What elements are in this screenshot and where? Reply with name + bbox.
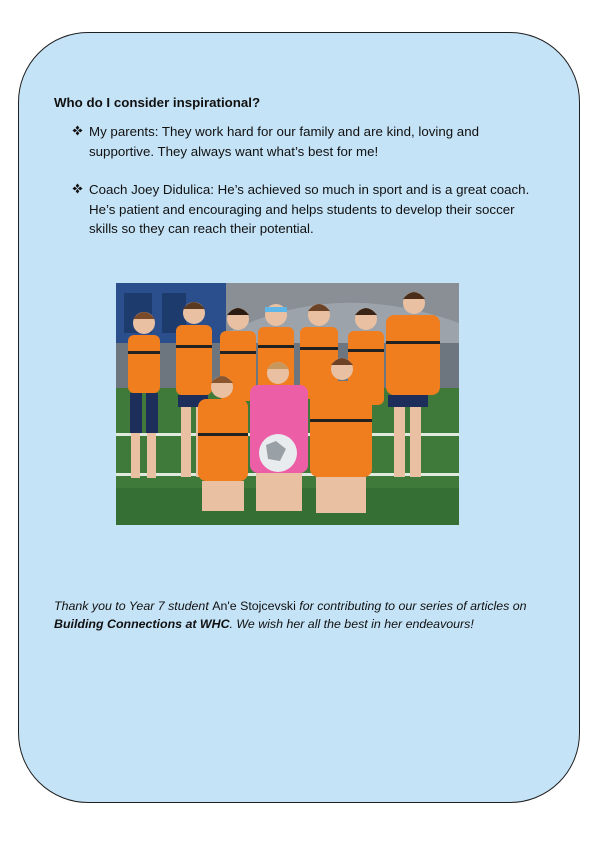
thanks-text-3: . We wish her all the best in her endeavours! (229, 616, 474, 631)
list-item (72, 180, 542, 239)
student-name: An'e Stojcevski (212, 599, 296, 613)
section-heading: Who do I consider inspirational? (54, 95, 261, 110)
team-photo-illustration (116, 283, 459, 525)
four-diamond-bullet-icon (72, 183, 83, 194)
series-title: Building Connections at WHC (54, 616, 230, 631)
thanks-text-2: for contributing to our series of articles on (295, 599, 527, 613)
team-photo (116, 283, 459, 525)
inspiration-list (72, 122, 542, 258)
front-row-players (198, 358, 372, 513)
list-item-text: Coach Joey Didulica: He’s achieved so much in sport and is a great coach. He’s patient and encouraging and helps students to develop their soccer skills so they can reach their potential. (89, 182, 530, 236)
list-item (72, 122, 542, 161)
four-diamond-bullet-icon (72, 125, 83, 136)
list-item-text: My parents: They work hard for our family and are kind, loving and supportive. They always want what’s best for me! (89, 124, 479, 159)
thank-you-note (54, 598, 564, 633)
thanks-text-1: Thank you to Year 7 student (54, 599, 213, 613)
